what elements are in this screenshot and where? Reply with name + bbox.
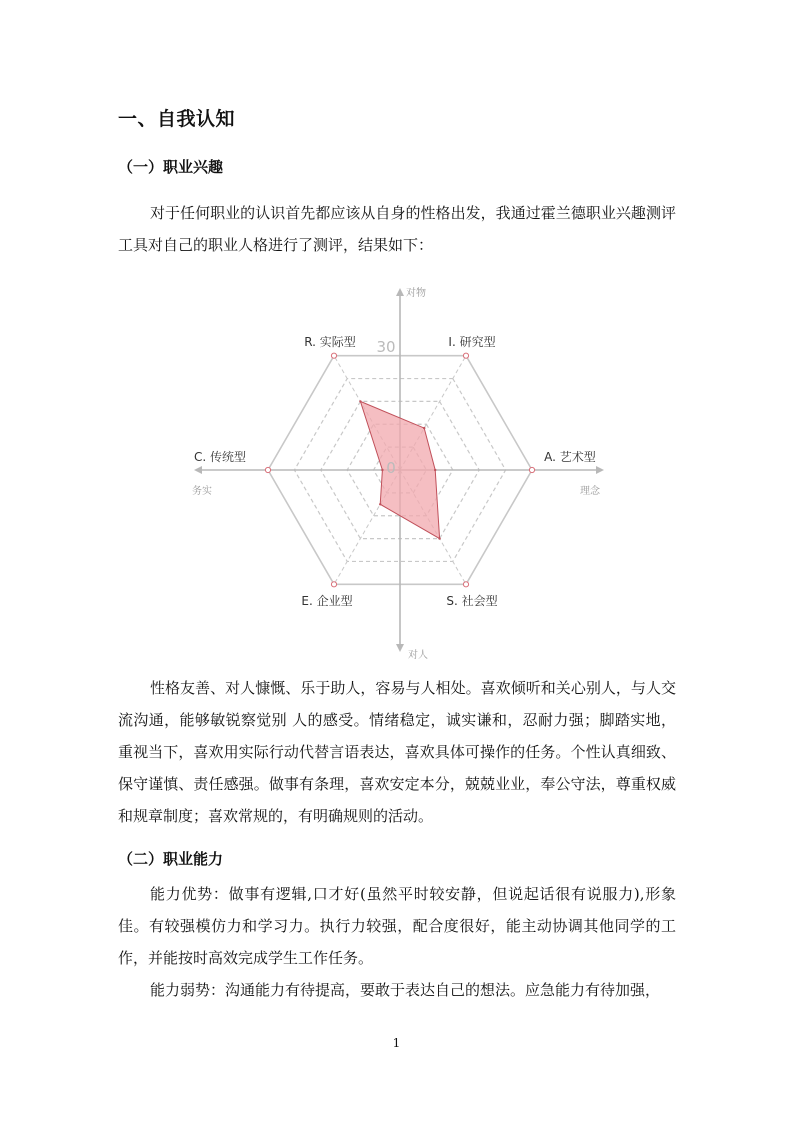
radar-data-point [438,537,440,539]
radar-axis-label: S. 社会型 [446,594,498,608]
radar-data-point [359,400,361,402]
holland-radar-chart [180,280,620,665]
arrow-up-icon [396,288,404,296]
page-number: 1 [392,1036,401,1050]
radar-vertex-dot [463,353,468,358]
radar-tick-max: 30 [376,338,396,356]
radar-axis-label: I. 研究型 [448,335,496,349]
arrow-left-icon [194,466,202,474]
radar-vertex-dot [529,467,534,472]
radar-axis-label: E. 企业型 [301,594,353,608]
radar-vertex-dot [265,467,270,472]
ability-strengths: 能力优势：做事有逻辑,口才好(虽然平时较安静，但说起话很有说服力),形象佳。有较强模仿力和学习力。执行力较强，配合度很好，能主动协调其他同学的工作，并能按时高效完成学生工作任务。 [118,885,676,967]
radar-data-point [423,427,425,429]
dimension-label-top: 对物 [406,288,426,299]
interest-heading: （一）职业兴趣 [118,158,224,176]
dimension-label-left: 务实 [192,486,212,497]
radar-axis-label: C. 传统型 [193,450,247,464]
ability-weaknesses: 能力弱势：沟通能力有待提高，要敢于表达自己的想法。应急能力有待加强， [150,981,661,999]
radar-vertex-dot [463,582,468,587]
ability-paragraphs [118,878,676,1006]
section-title: 一、自我认知 [118,108,236,130]
radar-axis-label: A. 艺术型 [544,450,596,464]
radar-axis-label: R. 实际型 [304,335,356,349]
radar-data-point [379,503,381,505]
radar-tick-min: 0 [386,459,396,477]
interest-description-text: 性格友善、对人慷慨、乐于助人，容易与人相处。喜欢倾听和关心别人，与人交流沟通，能够敏锐察觉别 人的感受。情绪稳定，诚实谦和，忍耐力强；脚踏实地，重视当下，喜欢用实际行动代替言语表达，喜欢具体可操作的任务。个性认真细致、保守谨慎、责任感强。做事有条理，喜欢安定本分，兢兢业业，奉公守法，尊重权威和规章制度；喜欢常规的，有明确规则的活动。 [118,679,676,825]
radar-data-point [381,469,383,471]
radar-vertex-dot [331,582,336,587]
dimension-label-bottom: 对人 [408,650,428,661]
ability-heading: （二）职业能力 [118,850,224,868]
arrow-right-icon [596,466,604,474]
radar-data-point [434,469,436,471]
arrow-down-icon [396,644,404,652]
interest-description [118,672,676,832]
interest-intro [118,197,676,261]
interest-intro-text: 对于任何职业的认识首先都应该从自身的性格出发，我通过霍兰德职业兴趣测评工具对自己的职业人格进行了测评，结果如下： [118,204,676,254]
dimension-label-right: 理念 [580,486,600,497]
radar-vertex-dot [331,353,336,358]
